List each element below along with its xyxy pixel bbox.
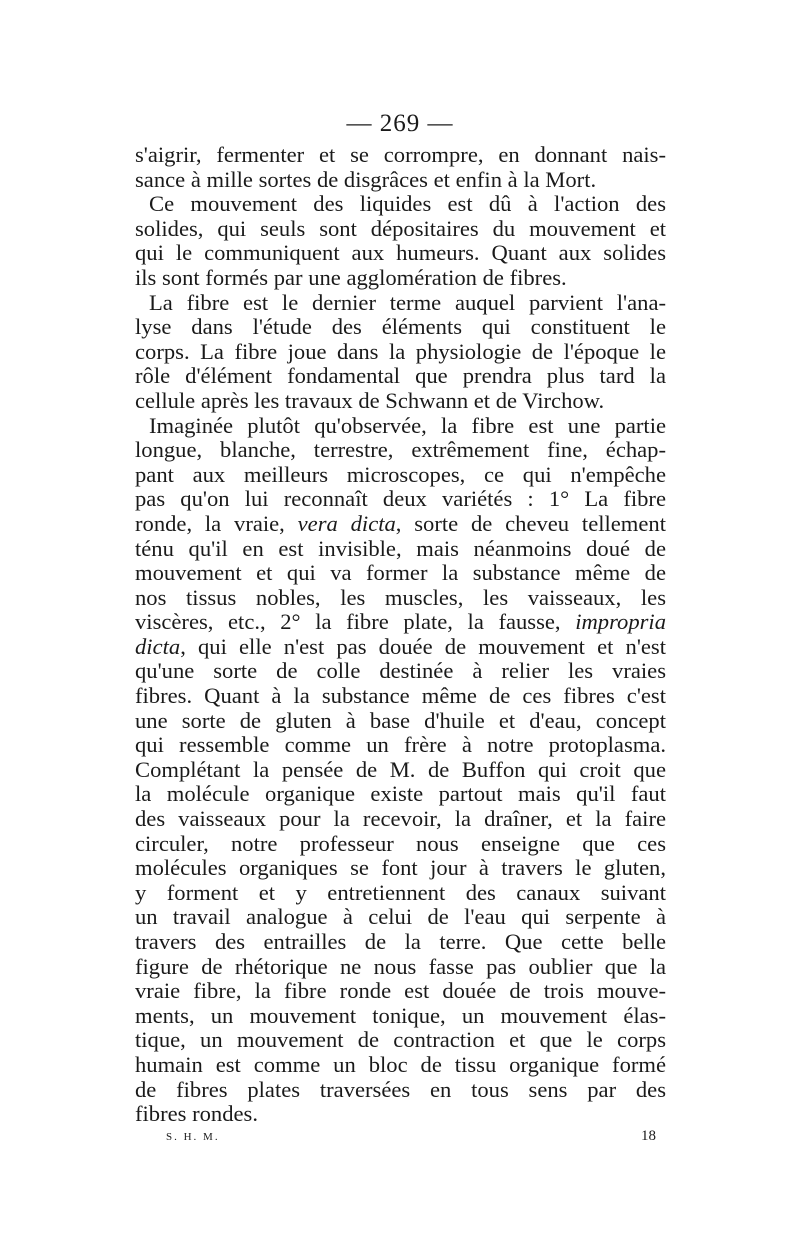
- text-line: Ce mouvement des liquides est dû à l'action des: [149, 191, 666, 217]
- text-segment: , sorte de cheveu tellement: [395, 510, 666, 536]
- text-line: tique, un mouvement de contraction et que le corps: [135, 1027, 666, 1053]
- text-line: une sorte de gluten à base d'huile et d'eau, concept: [135, 707, 666, 733]
- text-line: mouvement et qui va former la substance même de: [135, 560, 666, 586]
- text-line: [135, 635, 666, 660]
- text-line: nos tissus nobles, les muscles, les vaisseaux, les: [135, 584, 666, 610]
- text-segment: , qui elle n'est pas douée de mouvement et n'est: [180, 633, 666, 659]
- page-number: — 269 —: [346, 110, 454, 137]
- text-line: fibres. Quant à la substance même de ces fibres c'est: [135, 683, 666, 709]
- text-line: travers des entrailles de la terre. Que cette belle: [135, 929, 666, 954]
- sheet-number: 18: [641, 1128, 656, 1144]
- text-segment: ronde, la vraie,: [135, 510, 298, 536]
- text-line: [135, 610, 666, 635]
- page-footer: [135, 1128, 656, 1145]
- latin-term: vera dicta: [297, 510, 396, 536]
- text-line: de fibres plates traversées en tous sens par des: [135, 1076, 666, 1102]
- latin-term: dicta: [135, 633, 181, 659]
- text-line: qu'une sorte de colle destinée à relier les vraies: [135, 658, 666, 684]
- text-line: sance à mille sortes de disgrâces et enfin à la Mort.: [135, 166, 597, 192]
- text-line: pant aux meilleurs microscopes, ce qui n'empêche: [135, 461, 666, 487]
- text-line: longue, blanche, terrestre, extrêmement fine, échap-: [135, 437, 666, 463]
- text-line: pas qu'on lui reconnaît deux variétés : 1° La fibre: [135, 486, 666, 512]
- text-line: ténu qu'il en est invisible, mais néanmoins doué de: [135, 535, 666, 561]
- text-line: rôle d'élément fondamental que prendra plus tard la: [135, 363, 666, 389]
- text-line: Imaginée plutôt qu'observée, la fibre est une partie: [149, 412, 666, 438]
- text-line: figure de rhétorique ne nous fasse pas oublier que la: [135, 953, 666, 979]
- text-line: fibres rondes.: [135, 1101, 258, 1127]
- text-line: ils sont formés par une agglomération de fibres.: [135, 264, 567, 290]
- text-line: corps. La fibre joue dans la physiologie de l'époque le: [135, 338, 666, 364]
- text-line: y forment et y entretiennent des canaux suivant: [135, 879, 666, 905]
- text-line: un travail analogue à celui de l'eau qui serpente à: [135, 904, 666, 930]
- body-text: [135, 143, 666, 1127]
- text-line: [135, 512, 666, 537]
- text-line: Complétant la pensée de M. de Buffon qui croit que: [135, 756, 666, 782]
- text-line: molécules organiques se font jour à travers le gluten,: [135, 855, 666, 881]
- text-line: des vaisseaux pour la recevoir, la draîner, et la faire: [135, 806, 666, 832]
- text-line: La fibre est le dernier terme auquel parvient l'ana-: [149, 289, 666, 315]
- latin-term: impropria: [575, 609, 666, 635]
- signature-mark: S. H. M.: [166, 1131, 220, 1143]
- text-line: qui ressemble comme un frère à notre protoplasma.: [135, 732, 666, 758]
- text-segment: viscères, etc., 2° la fibre plate, la fausse,: [135, 609, 576, 635]
- text-line: qui le communiquent aux humeurs. Quant aux solides: [135, 240, 666, 266]
- text-line: circuler, notre professeur nous enseigne que ces: [135, 830, 666, 856]
- text-line: cellule après les travaux de Schwann et de Virchow.: [135, 387, 605, 413]
- text-line: lyse dans l'étude des éléments qui constituent le: [135, 314, 666, 340]
- text-line: vraie fibre, la fibre ronde est douée de trois mouve-: [135, 978, 666, 1004]
- text-line: s'aigrir, fermenter et se corrompre, en donnant nais-: [135, 142, 666, 167]
- text-line: la molécule organique existe partout mais qu'il faut: [135, 781, 666, 807]
- text-line: humain est comme un bloc de tissu organique formé: [135, 1051, 666, 1077]
- text-line: solides, qui seuls sont dépositaires du mouvement et: [135, 215, 666, 241]
- text-line: ments, un mouvement tonique, un mouvement élas-: [135, 1002, 666, 1028]
